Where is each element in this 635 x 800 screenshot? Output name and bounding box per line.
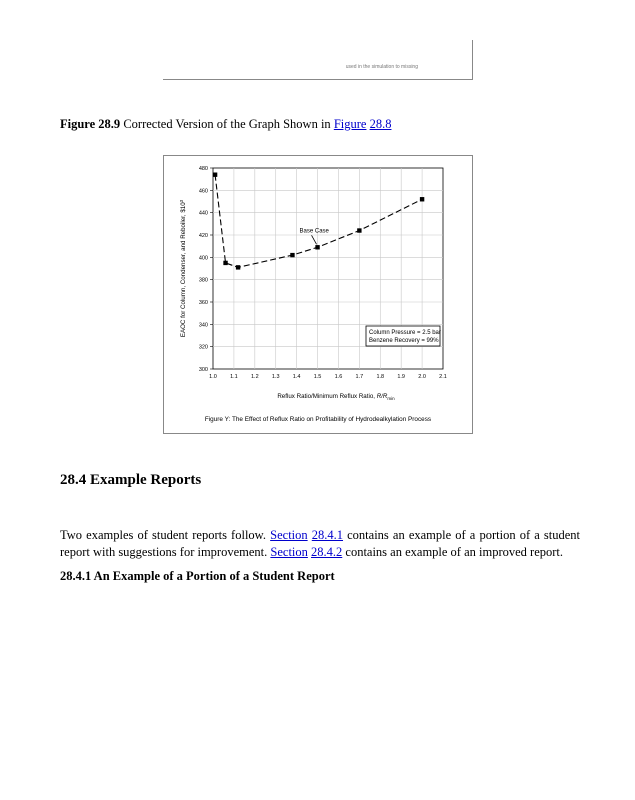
x-axis-label-sub: min [387, 395, 395, 401]
data-point-marker [223, 261, 227, 265]
y-tick-label: 380 [198, 277, 208, 284]
y-tick-label: 420 [198, 233, 208, 239]
y-tick-label: 340 [198, 322, 208, 329]
section-link-1-word[interactable]: Section [270, 528, 308, 542]
chart-svg [164, 156, 472, 433]
x-tick-label: 1.2 [250, 374, 259, 380]
data-point-marker [357, 228, 361, 232]
x-tick-label: 1.7 [355, 374, 364, 380]
data-point-marker [213, 173, 217, 177]
x-tick-label: 2.0 [418, 374, 426, 380]
chart-annotation [300, 228, 330, 244]
series-line-eaoc [215, 175, 422, 268]
x-tick-label: 1.8 [376, 374, 385, 380]
y-axis-label [179, 199, 187, 337]
data-point-marker [315, 245, 319, 249]
chart-series [213, 173, 424, 270]
x-axis-label [277, 393, 395, 401]
x-axis-label-var: R/R [376, 393, 388, 400]
x-tick-label: 1.1 [230, 374, 238, 380]
figure-caption [60, 117, 391, 132]
section-link-2-number[interactable]: 28.4.2 [311, 545, 343, 559]
y-tick-label: 320 [198, 344, 208, 351]
x-tick-label: 2.1 [439, 374, 447, 380]
section-link-1-number[interactable]: 28.4.1 [311, 528, 344, 542]
figure-label: Figure 28.9 [60, 117, 121, 131]
subsection-heading: 28.4.1 An Example of a Portion of a Student Report [60, 569, 335, 583]
x-axis-ticks [209, 374, 447, 380]
y-tick-label: 400 [198, 255, 208, 262]
legend-line-pressure: Column Pressure = 2.5 bar [369, 330, 441, 336]
x-tick-label: 1.6 [334, 374, 343, 380]
data-point-marker [290, 253, 294, 257]
data-point-marker [420, 197, 424, 201]
x-tick-label: 1.9 [397, 374, 406, 380]
figure-caption-text: Corrected Version of the Graph Shown in [120, 117, 334, 131]
section-paragraph [60, 527, 580, 561]
para-text-2: contains an example of a portion of a student report with suggestions for improvement. [60, 528, 581, 559]
section-heading: 28.4 Example Reports [60, 472, 202, 488]
y-axis-label-sup: 3 [179, 199, 184, 203]
x-axis-label-text: Reflux Ratio/Minimum Reflux Ratio, [277, 393, 377, 400]
previous-figure-caption: used in the simulation to missing [345, 64, 418, 70]
figure-link-word[interactable]: Figure [333, 117, 367, 131]
section-link-2-word[interactable]: Section [270, 545, 308, 559]
y-tick-label: 460 [198, 188, 208, 195]
figure-link-number[interactable]: 28.8 [369, 117, 392, 131]
para-text-1: Two examples of student reports follow. [60, 528, 271, 542]
chart-figure [163, 155, 473, 434]
previous-figure-fragment [163, 40, 473, 80]
y-tick-label: 440 [198, 210, 208, 217]
y-tick-label: 300 [198, 367, 208, 373]
base-case-label: Base Case [299, 228, 329, 235]
chart-legend-box [366, 326, 441, 346]
y-axis-ticks [199, 166, 213, 373]
x-tick-label: 1.3 [271, 374, 280, 380]
base-case-arrow [312, 235, 317, 244]
x-tick-label: 1.5 [313, 374, 322, 380]
x-tick-label: 1.0 [209, 374, 217, 380]
y-axis-label-text: EAOC for Column, Condenser, and Reboiler, $10 [180, 202, 187, 338]
y-tick-label: 360 [198, 300, 208, 306]
x-tick-label: 1.4 [292, 374, 301, 380]
para-text-3: contains an example of an improved report. [342, 545, 564, 559]
chart-title: Figure Y: The Effect of Reflux Ratio on Profitability of Hydrodealkylation Process [204, 416, 432, 423]
legend-line-recovery: Benzene Recovery = 99% [369, 338, 439, 344]
data-point-marker [236, 265, 240, 269]
y-tick-label: 480 [198, 166, 208, 172]
